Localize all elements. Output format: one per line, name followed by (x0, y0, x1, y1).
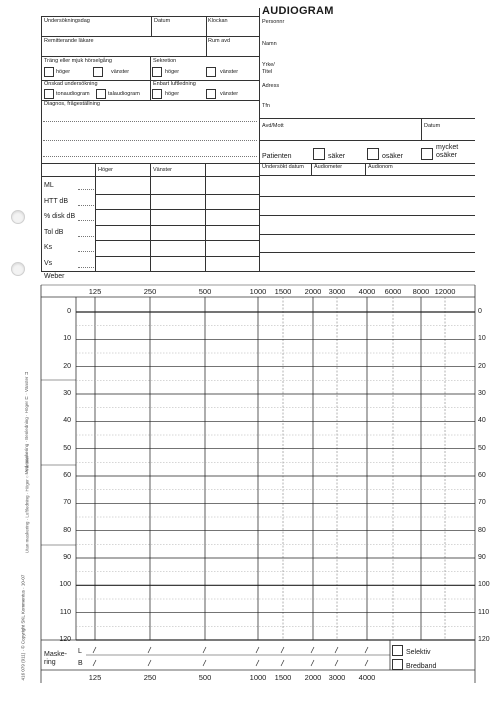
sekretion-label: Sekretion (153, 58, 177, 64)
mask-slash-500 (203, 647, 206, 653)
mask-slash-4000 (365, 647, 368, 653)
test-row-label: Ks (44, 244, 53, 252)
mask-slash-1000 (256, 660, 259, 666)
audionom-label: Audionom (368, 164, 393, 170)
remitterande-label: Remitterande läkare (44, 38, 94, 44)
db-left-label: 0 (67, 308, 71, 315)
freq-top-label: 2000 (304, 287, 322, 296)
test-row-label: HTT dB (44, 197, 68, 205)
saker-label: säker (328, 153, 346, 160)
side-luftledning-text: Utan maskering · Luftledning · Höger ○ · Vänster × (24, 451, 30, 554)
db-right-label: 80 (478, 526, 486, 534)
test-row-label: Tol dB (44, 228, 64, 236)
maskering-row-b: B (78, 660, 83, 667)
db-left-label: 70 (63, 499, 71, 507)
trang-label: Träng eller mjuk hörselgång (44, 58, 112, 64)
maskering-row-l: L (78, 648, 82, 655)
sekretion-vanster-label: vänster (220, 69, 239, 75)
db-left-label: 40 (63, 417, 71, 425)
yrke-label: Yrke/ Titel (262, 62, 275, 75)
freq-top-label: 500 (198, 287, 212, 296)
db-right-label: 70 (478, 499, 486, 507)
datum-label: Datum (154, 18, 171, 24)
avd-mott-label: Avd/Mott (262, 123, 284, 129)
db-left-label: 50 (63, 444, 71, 452)
undersokningsdag-label: Undersökningsdag (44, 18, 90, 24)
freq-bottom-label: 500 (198, 673, 212, 682)
db-left-label: 120 (59, 636, 71, 643)
db-right-label: 120 (478, 636, 490, 643)
audiometer-label: Audiometer (314, 164, 343, 170)
freq-bottom-label: 1500 (274, 673, 292, 682)
page-title: AUDIOGRAM (262, 5, 334, 17)
mask-slash-125 (93, 660, 96, 666)
klockan-label: Klockan (208, 18, 228, 24)
freq-top-label: 125 (88, 287, 102, 296)
db-right-label: 90 (478, 554, 486, 561)
col-hoger-label: Höger (98, 167, 113, 173)
onskad-label: Önskad undersökning (44, 81, 98, 87)
db-left-label: 80 (63, 526, 71, 534)
diagnos-label: Diagnos, frågeställning (44, 101, 100, 107)
side-benledning-text: Med maskering · Benledning · Höger ⊏ · Vänster ⊐ (24, 371, 29, 475)
db-right-label: 60 (478, 472, 486, 479)
enbart-hoger-label: höger (165, 91, 180, 97)
db-right-label: 50 (478, 444, 486, 452)
freq-top-label: 250 (143, 287, 157, 296)
mycket-osaker-label: mycket osäker (436, 144, 459, 159)
freq-top-label: 8000 (412, 287, 430, 296)
undersokt-datum-label: Undersökt datum (262, 164, 304, 170)
talaudiogram-label: talaudiogram (108, 91, 140, 97)
col-vanster-label: Vänster (153, 167, 172, 173)
freq-bottom-label: 2000 (304, 673, 322, 682)
trang-hoger-label: höger (56, 69, 71, 75)
mask-slash-1500 (281, 647, 284, 653)
db-left-label: 110 (59, 608, 71, 616)
mask-slash-2000 (311, 647, 314, 653)
enbart-vanster-label: vänster (220, 91, 239, 97)
mask-slash-2000 (311, 660, 314, 666)
db-left-label: 10 (63, 335, 71, 343)
namn-label: Namn (262, 41, 277, 47)
db-left-label: 30 (63, 390, 71, 397)
patienten-label: Patienten (262, 153, 292, 160)
mask-slash-1500 (281, 660, 284, 666)
db-left-label: 20 (63, 362, 71, 370)
db-left-label: 60 (63, 472, 71, 479)
db-right-label: 100 (478, 581, 490, 589)
mask-slash-125 (93, 647, 96, 653)
tfn-label: Tfn (262, 103, 270, 109)
freq-bottom-label: 1000 (249, 673, 267, 682)
test-row-label: % disk dB (44, 213, 76, 221)
freq-top-label: 1500 (274, 287, 292, 296)
freq-bottom-label: 125 (88, 673, 102, 682)
trang-vanster-label: vänster (111, 69, 130, 75)
freq-bottom-label: 250 (143, 673, 157, 682)
freq-top-label: 6000 (384, 287, 402, 296)
test-row-label: Vs (44, 260, 53, 267)
freq-bottom-label: 3000 (328, 673, 346, 682)
weber-label: Weber (44, 273, 65, 280)
freq-top-label: 3000 (328, 287, 346, 296)
mask-slash-500 (203, 660, 206, 666)
db-right-label: 110 (478, 608, 490, 616)
db-right-label: 30 (478, 390, 486, 397)
mask-slash-4000 (365, 660, 368, 666)
test-row-label: ML (44, 182, 54, 189)
mask-slash-3000 (335, 647, 338, 653)
freq-top-label: 12000 (434, 287, 456, 296)
freq-top-label: 4000 (358, 287, 376, 296)
freq-bottom-label: 4000 (358, 673, 376, 682)
maskering-label: Maske- ring (44, 651, 67, 667)
db-left-label: 100 (59, 581, 71, 589)
tonaudiogram-label: tonaudiogram (56, 91, 90, 97)
selektiv-label: Selektiv (406, 649, 431, 656)
sekretion-hoger-label: höger (165, 69, 180, 75)
mask-slash-250 (148, 660, 151, 666)
checkbox-selektiv[interactable] (392, 645, 403, 656)
db-right-label: 20 (478, 362, 486, 370)
freq-top-label: 1000 (249, 287, 267, 296)
mask-slash-250 (148, 647, 151, 653)
db-right-label: 0 (478, 308, 482, 315)
db-right-label: 40 (478, 417, 486, 425)
personnr-label: Personnr (262, 19, 285, 25)
adress-label: Adress (262, 83, 280, 89)
rum-avd-label: Rum avd (208, 38, 231, 44)
mask-slash-1000 (256, 647, 259, 653)
copyright-text: 416 079 (911) · © Copyright SKL Kommentus · 10-07 (20, 574, 26, 681)
checkbox-bredband[interactable] (392, 659, 403, 670)
mask-slash-3000 (335, 660, 338, 666)
datum2-label: Datum (424, 123, 441, 129)
bredband-label: Bredband (406, 663, 437, 670)
db-right-label: 10 (478, 335, 486, 343)
osaker-label: osäker (382, 153, 404, 160)
db-left-label: 90 (63, 554, 71, 561)
enbart-label: Enbart luftledning (153, 81, 196, 87)
